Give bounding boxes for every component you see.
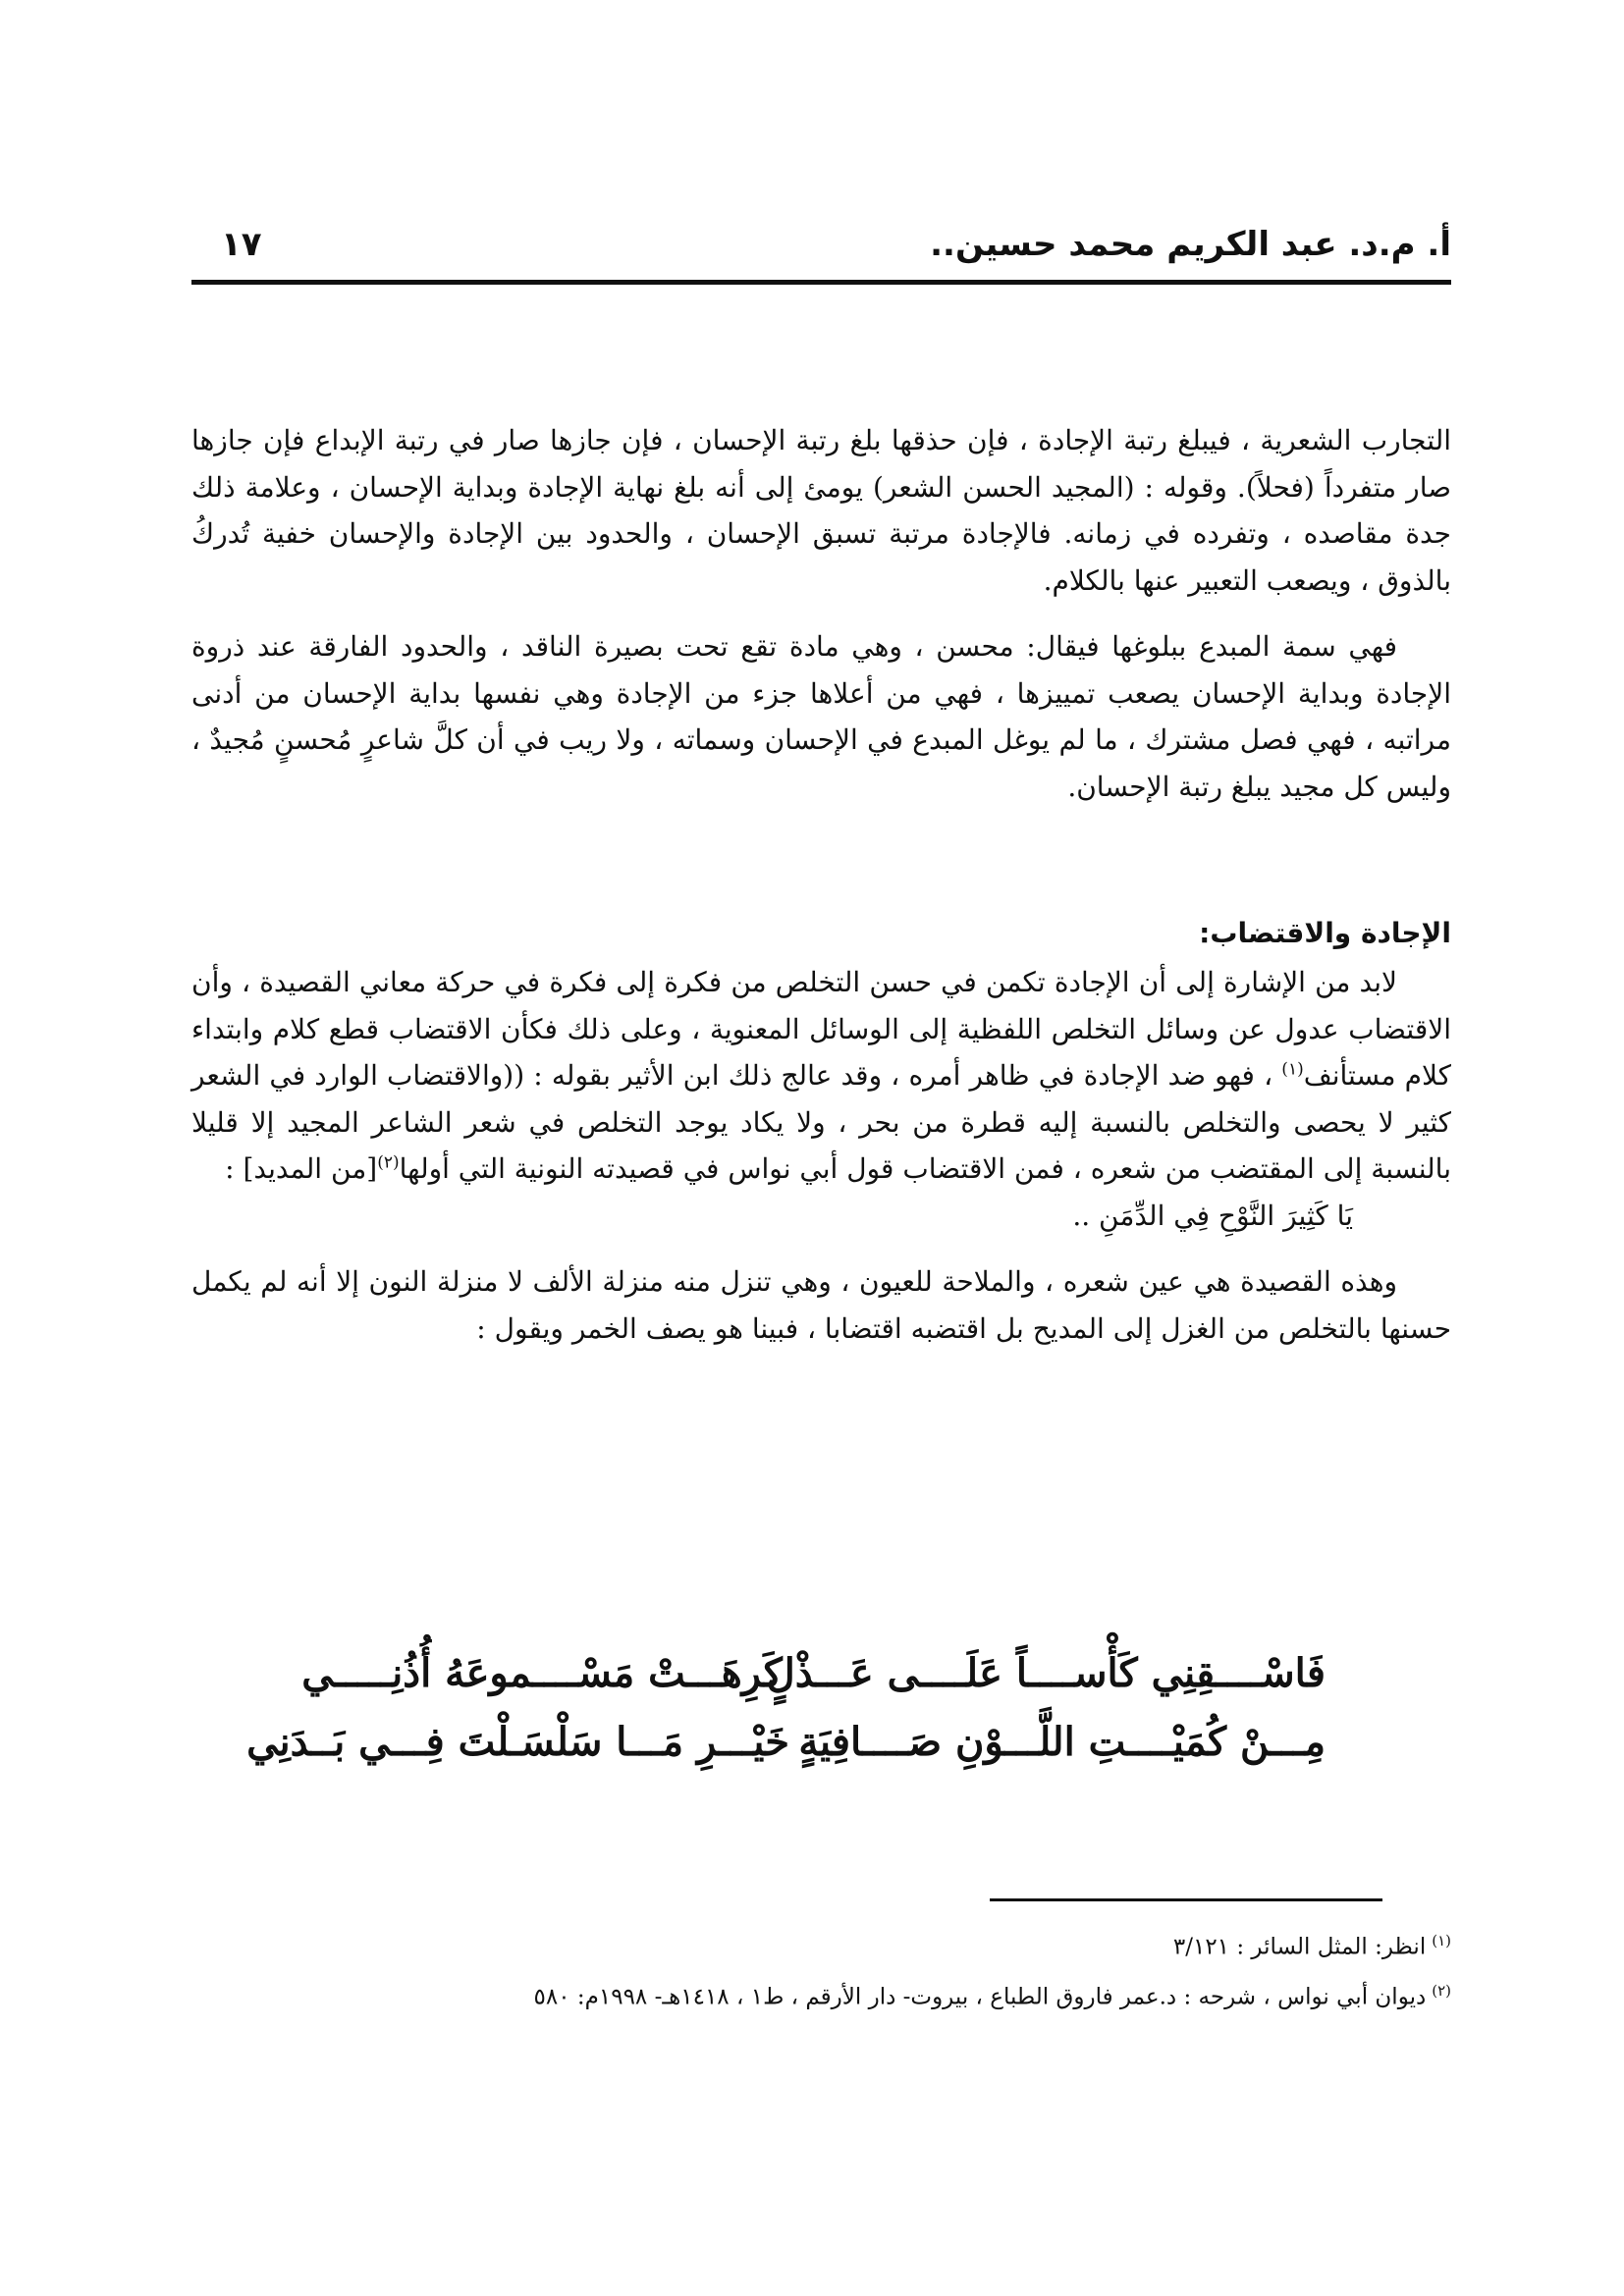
header-author: أ. م.د. عبد الكريم محمد حسين.. <box>930 225 1451 264</box>
body-text <box>191 417 1451 1352</box>
footnote-1-number: (١) <box>1432 1932 1451 1949</box>
quoted-hemistich: يَا كَثِيرَ النَّوْحِ فِي الدِّمَنِ .. <box>1072 1199 1353 1232</box>
paragraph-3-part-2: ، فهو ضد الإجادة في ظاهر أمره ، وقد عالج ذلك ابن الأثير بقوله : ((والاقتضاب الوارد في الشعر كثير لا يحصى والتخلص بالنسبة إليه قطرة من بحر ، ولا يكاد يوجد التخلص في شعر الشاعر المجيد إلا قليلا بالنسبة إلى المقتضب من شعره ، فمن الاقتضاب قول أبي نواس في قصيدته النونية التي أولها <box>191 1059 1451 1185</box>
paragraph-1: التجارب الشعرية ، فيبلغ رتبة الإجادة ، فإن حذقها بلغ رتبة الإحسان ، فإن جازها صار في رتبة الإبداع فإن جازها صار متفرداً (فحلاً). وقوله : (المجيد الحسن الشعر) يومئ إلى أنه بلغ نهاية الإجادة وبداية الإحسان ، وعلامة ذلك جدة مقاصده ، وتفرده في زمانه. فالإجادة مرتبة تسبق الإحسان ، والحدود بين الإجادة والإحسان خفية تُدركُ بالذوق ، ويصعب التعبير عنها بالكلام. <box>191 424 1451 597</box>
header-rule <box>191 280 1451 285</box>
footnote-2-number: (٢) <box>1432 1981 1451 2000</box>
paragraph-3-part-1: لابد من الإشارة إلى أن الإجادة تكمن في حسن التخلص من فكرة إلى فكرة في حركة معاني القصيدة ، وأن الاقتضاب عدول عن وسائل التخلص اللفظية إلى الوسائل المعنوية ، وعلى ذلك فكأن الاقتضاب قطع كلام وابتداء كلام مستأنف <box>191 966 1451 1092</box>
verse-line-2-first-half: مِـــنْ كُمَيْــــتِ اللَّـــوْنِ صَــــافِيَةٍ <box>798 1719 1326 1765</box>
paragraph-3-part-3: [من المديد] : <box>225 1152 378 1185</box>
paragraph-3 <box>191 959 1451 1193</box>
footnote-2 <box>191 1969 1451 2019</box>
verse-line-1-second-half: كَرِهَـــتْ مَسْــــموعَهُ أُذُنِـــــي <box>301 1650 783 1696</box>
footnote-2-text: ديوان أبي نواس ، شرحه : د.عمر فاروق الطباع ، بيروت- دار الأرقم ، ط١ ، ١٤١٨هـ- ١٩٩٨م: ٥٨٠ <box>533 1984 1427 2010</box>
footnote-1-text: انظر: المثل السائر : ٣/١٢١ <box>1172 1934 1427 1960</box>
section-gap <box>191 810 1451 908</box>
paragraph-2: فهي سمة المبدع ببلوغها فيقال: محسن ، وهي مادة تقع تحت بصيرة الناقد ، والحدود الفارقة عند ذروة الإجادة وبداية الإحسان يصعب تمييزها ، فهي من أعلاها جزء من الإجادة وهي نفسها بداية الإحسان من أدنى مراتبه ، فهي فصل مشترك ، ما لم يوغل المبدع في الإحسان وسماته ، ولا ريب في أن كلَّ شاعرٍ مُحسنٍ مُجيدٌ ، وليس كل مجيد يبلغ رتبة الإحسان. <box>191 630 1451 803</box>
verse-line-2 <box>246 1708 1326 1777</box>
paragraph-4: وهذه القصيدة هي عين شعره ، والملاحة للعيون ، وهي تنزل منه منزلة الألف لا منزلة النون إلا أنه لم يكمل حسنها بالتخلص من الغزل إلى المديح بل اقتضبه اقتضابا ، فبينا هو يصف الخمر ويقول : <box>191 1265 1451 1345</box>
footnotes <box>191 1919 1451 2018</box>
paragraph-gap <box>191 604 1451 623</box>
section-title: الإجادة والاقتضاب: <box>1199 917 1451 949</box>
verse-line-1-first-half: فَاسْــــقِنِي كَأْســــاً عَلَــــى عَـــذْلٍ <box>766 1650 1326 1696</box>
footnote-ref-1: (١) <box>1281 1059 1304 1080</box>
paragraph-gap <box>191 1239 1451 1258</box>
page-number: ١٧ <box>221 225 262 264</box>
poem-verse <box>246 1639 1326 1777</box>
running-header <box>191 201 1451 280</box>
footnote-rule <box>990 1898 1382 1901</box>
footnote-1 <box>191 1919 1451 1969</box>
verse-line-1 <box>295 1639 1326 1708</box>
verse-line-2-second-half: خَيْـــرِ مَـــا سَلْسَـلْتَ فِـــي بَــدَنِي <box>246 1719 789 1765</box>
footnote-ref-2: (٢) <box>377 1152 400 1173</box>
